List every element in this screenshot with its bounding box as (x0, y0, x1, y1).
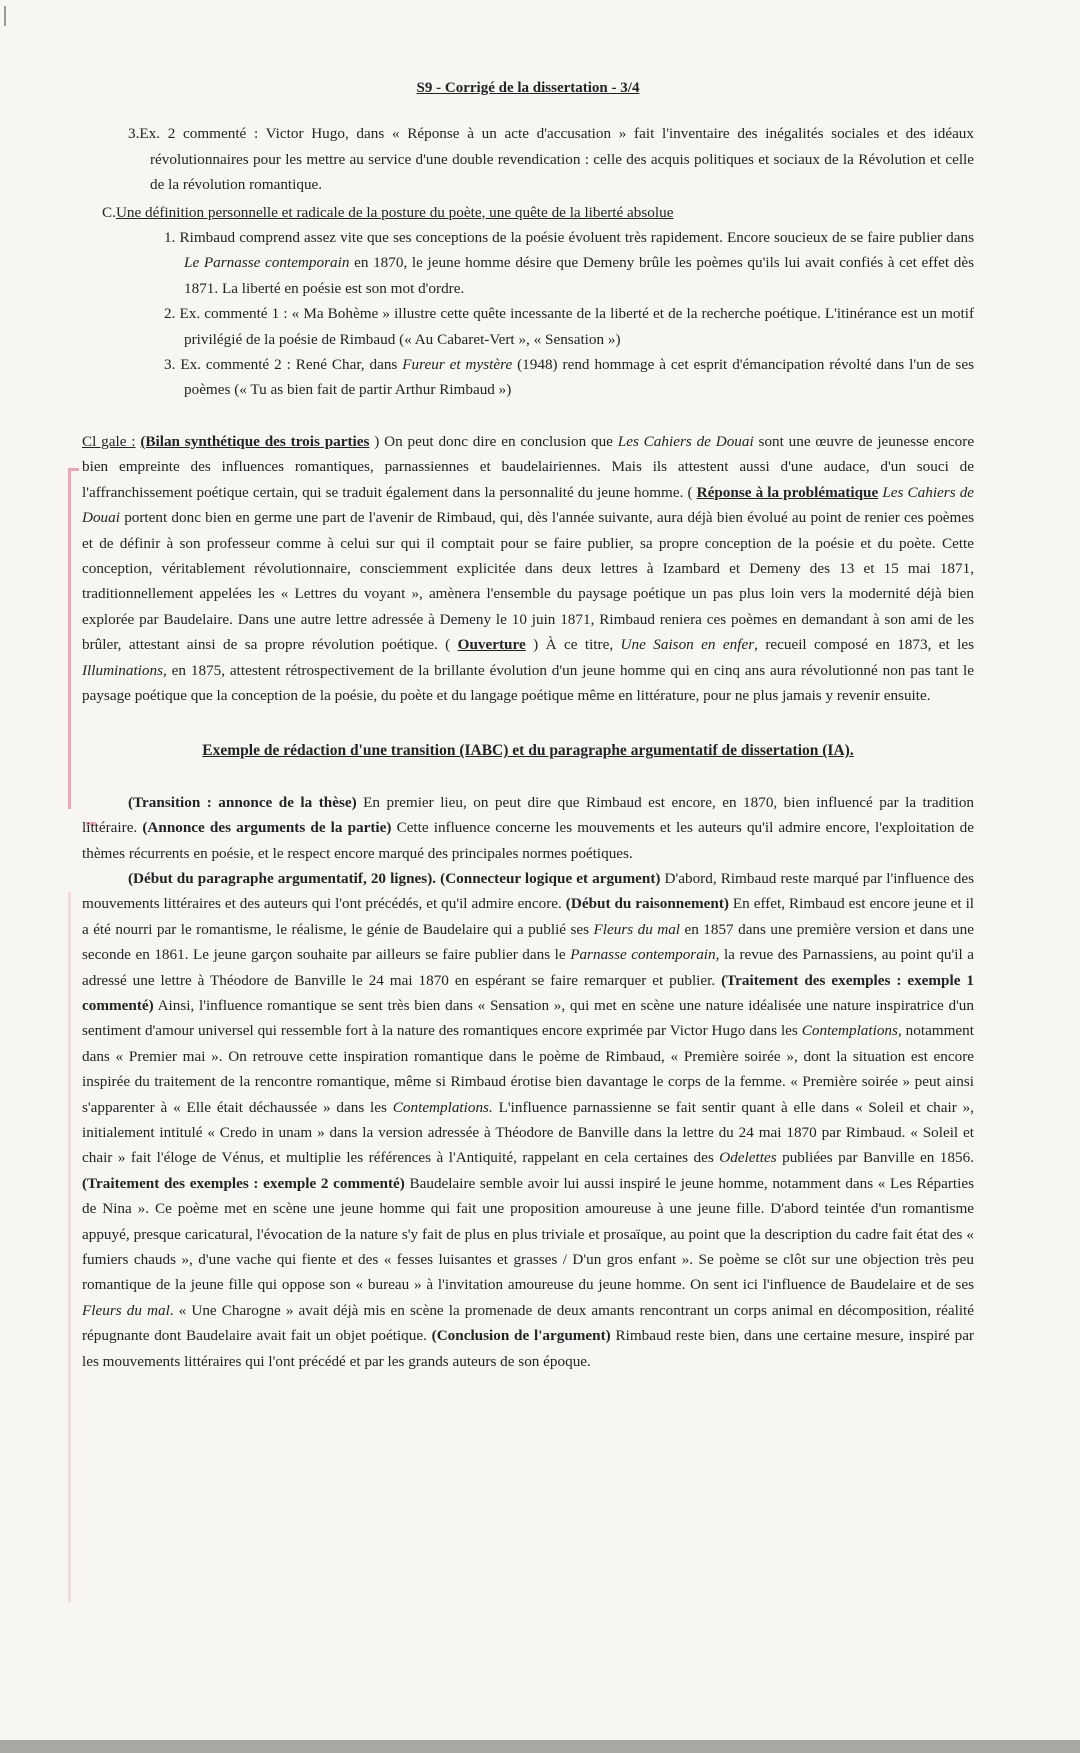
example-heading: Exemple de rédaction d'une transition (IABC) et du paragraphe argumentatif de dissertation (IA). (202, 742, 854, 760)
page-bottom-edge (0, 1740, 1080, 1753)
item-3: 3.Ex. 2 commenté : Victor Hugo, dans « Réponse à un acte d'accusation » fait l'inventaire des inégalités sociales et des idéaux révolutionnaires pour les mettre au service d'une double revendication : celle des acquis politiques et sociaux de la Révolution et celle de la révolution romantique. (128, 125, 974, 194)
annotation-bracket-transition (68, 892, 71, 1602)
annotation-bracket-conclusion (68, 468, 79, 809)
scan-mark (4, 6, 6, 26)
document-body (82, 76, 974, 1374)
section-c-item-2: 2. Ex. commenté 1 : « Ma Bohème » illustre cette quête incessante de la liberté et de la recherche poétique. L'itinérance est un motif privilégié de la poésie de Rimbaud (« Au Cabaret-Vert », « Sensation ») (164, 305, 975, 348)
section-c-item-3: 3. Ex. commenté 2 : René Char, dans Fureur et mystère (1948) rend hommage à cet esprit d'émancipation révolté dans l'un de ses poèmes (« Tu as bien fait de partir Arthur Rimbaud ») (164, 356, 974, 399)
page-title: S9 - Corrigé de la dissertation - 3/4 (416, 80, 640, 96)
section-c-heading: C.Une définition personnelle et radicale de la posture du poète, une quête de la liberté absolue (102, 203, 674, 221)
transition-paragraph: (Transition : annonce de la thèse) En premier lieu, on peut dire que Rimbaud est encore, en 1870, bien influencé par la tradition littéraire. (Annonce des arguments de la partie) Cette influence concerne les mouvements et les auteurs qu'il admire encore, l'exploitation de thèmes récurrents en poésie, et le respect encore marqué des principales normes poétiques. (82, 793, 975, 862)
transition-and-paragraph (82, 790, 974, 1374)
general-conclusion: Cl gale : (Bilan synthétique des trois parties ) On peut donc dire en conclusion que Les Cahiers de Douai sont une œuvre de jeunesse encore bien empreinte des influences romantiques, parnassiennes et baudelairiennes. Mais ils attestent aussi d'une audace, d'un souci de l'affranchissement poétique certain, qui se traduit également dans la personnalité du jeune homme. ( Réponse à la problématique Les Cahiers de Douai portent donc bien en germe une part de l'avenir de Rimbaud, qui, dès l'année suivante, aura déjà bien évolué au point de renier ces poèmes et de définir à son professeur comme à celui sur qui il comptait pour se faire publier, sa propre conception de la poésie et du poète. Cette conception, véritablement révolutionnaire, consciemment explicitée dans deux lettres à Izambard et Demeny des 13 et 15 mai 1871, traditionnellement appelées les « Lettres du voyant », amènera l'ensemble du paysage poétique un pas plus loin vers la modernité déjà bien explorée par Baudelaire. Dans une autre lettre adressée à Demeny le 10 juin 1871, Rimbaud reniera ces poèmes en demandant à son ami de les brûler, attestant ainsi de sa propre révolution poétique. ( Ouverture ) À ce titre, Une Saison en enfer, recueil composé en 1873, et les Illuminations, en 1875, attestent rétrospectivement de la brillante évolution d'un jeune homme qui en cinq ans aura révolutionné non pas tant le paysage poétique que la conception de la poésie, du poète et du langage poétique même en littérature, pour ne plus jamais y revenir ensuite. (82, 432, 975, 704)
section-c (102, 200, 974, 403)
section-c-item-1: 1. Rimbaud comprend assez vite que ses conceptions de la poésie évoluent très rapidement. Encore soucieux de se faire publier dans Le Parnasse contemporain en 1870, le jeune homme désire que Demeny brûle les poèmes qu'ils lui avait confiés à cet effet dès 1871. La liberté en poésie est son mot d'ordre. (164, 229, 975, 297)
argument-paragraph: (Début du paragraphe argumentatif, 20 lignes). (Connecteur logique et argument) D'abord, Rimbaud reste marqué par l'influence des mouvements littéraires et des auteurs qui l'ont précédés, et qu'il admire encore. (Début du raisonnement) En effet, Rimbaud est encore jeune et il a été nourri par le romantisme, le réalisme, le génie de Baudelaire qui a publié ses Fleurs du mal en 1857 dans une première version et dans une seconde en 1861. Le jeune garçon souhaite par ailleurs se faire publier dans le Parnasse contemporain, la revue des Parnassiens, au point qu'il a adressé une lettre à Théodore de Banville le 24 mai 1870 en espérant se faire remarquer et publier. (Traitement des exemples : exemple 1 commenté) Ainsi, l'influence romantique se sent très bien dans « Sensation », qui met en scène une nature idéalisée une nature inspiratrice d'un sentiment d'amour universel qui ressemble fort à la nature des romantiques encore exprimée par Victor Hugo dans les Contemplations, notamment dans « Premier mai ». On retrouve cette inspiration romantique dans le poème de Rimbaud, « Première soirée », dont la situation est encore inspirée du traitement de la rencontre romantique, même si Rimbaud érotise bien davantage le corps de la femme. « Première soirée » peut ainsi s'apparenter à « Elle était déchaussée » dans les Contemplations. L'influence parnassienne se fait sentir quant à elle dans « Soleil et chair », initialement intitulé « Credo in unam » dans la version adressée à Théodore de Banville dans la lettre du 24 mai 1870 par Rimbaud. « Soleil et chair » fait l'éloge de Vénus, et multiplie les références à l'Antiquité, rappelant en cela certaines des Odelettes publiées par Banville en 1856. (Traitement des exemples : exemple 2 commenté) Baudelaire semble avoir lui aussi inspiré le jeune homme, notamment dans « Les Réparties de Nina ». Ce poème met en scène une jeune homme qui fait une proposition amoureuse à une jeune fille. D'abord teintée d'un romantisme appuyé, presque caricatural, l'évocation de la nature s'y fait de plus en plus triviale et prosaïque, au point que la description du cadre fait état des « fumiers chauds », d'une vache qui fiente et des « fesses luisantes et grasses / D'un gros enfant ». Se poème se clôt sur une objection très peu romantique de la jeune fille qui oppose son « bureau » à l'invitation amoureuse du jeune homme. On sent ici l'influence de Baudelaire et de ses Fleurs du mal. « Une Charogne » avait déjà mis en scène la promenade de deux amants rencontrant un corps animal en décomposition, réalité répugnante dont Baudelaire avait fait un objet poétique. (Conclusion de l'argument) Rimbaud reste bien, dans une certaine mesure, inspiré par les mouvements littéraires qui l'ont précédé et par les grands auteurs de son époque. (82, 869, 975, 1370)
